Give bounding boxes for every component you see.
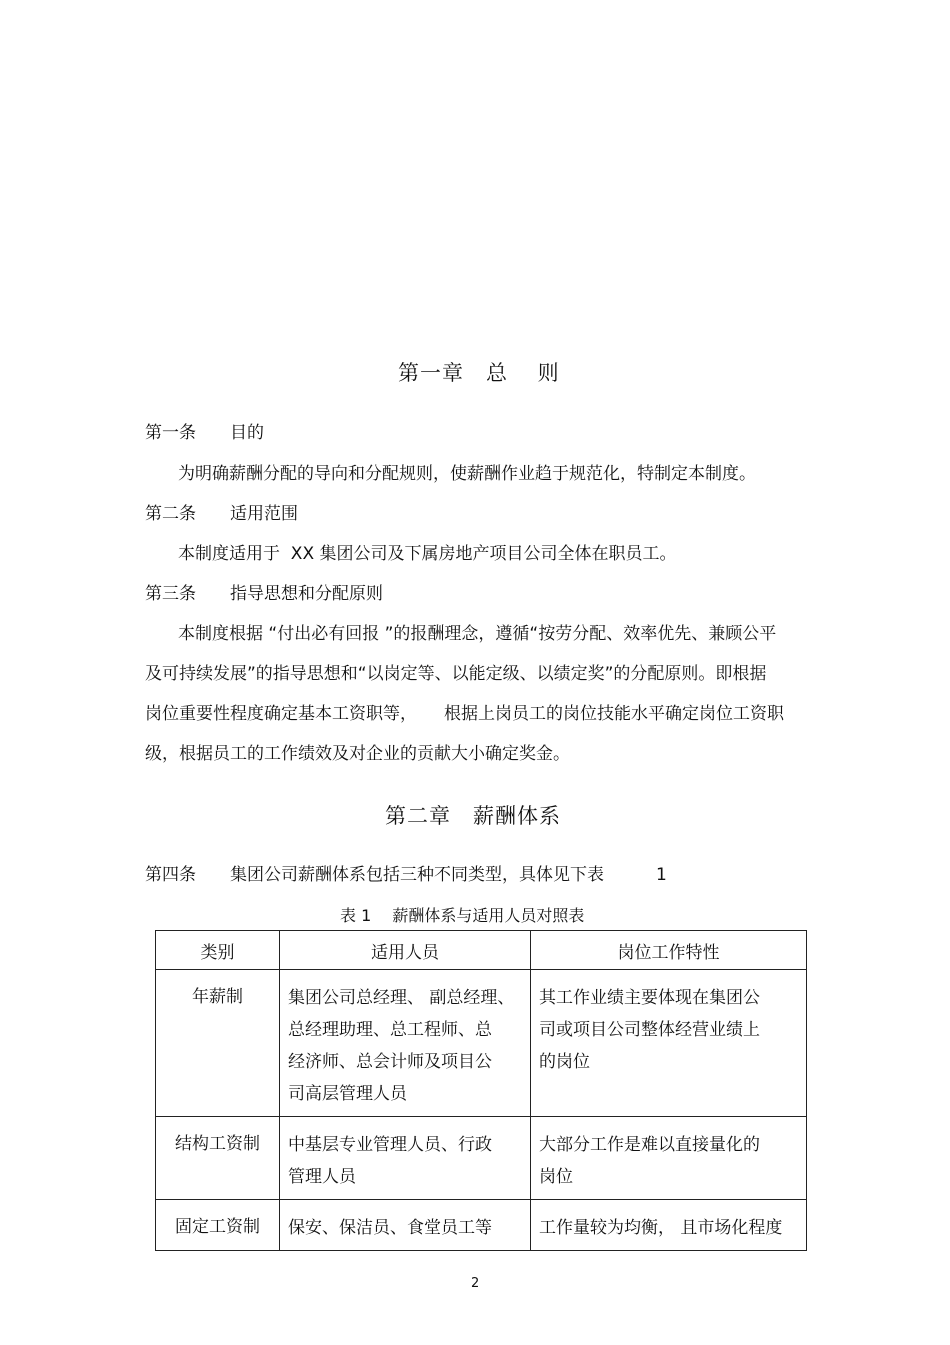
row-category: 年薪制 bbox=[156, 970, 280, 1117]
article-3-title: 指导思想和分配原则 bbox=[230, 584, 383, 604]
row-category: 结构工资制 bbox=[156, 1117, 280, 1200]
row-staff: 集团公司总经理、 副总经理、 总经理助理、总工程师、总 经济师、总会计师及项目公 司高层管理人员 bbox=[280, 970, 531, 1117]
row-trait: 大部分工作是难以直接量化的 岗位 bbox=[531, 1117, 807, 1200]
table-row bbox=[156, 1200, 807, 1251]
article-4-heading: 第四条 bbox=[145, 865, 196, 885]
chapter-1-title: 第一章 总 则 bbox=[398, 361, 560, 385]
table-header-staff: 适用人员 bbox=[280, 931, 531, 970]
table-header-row bbox=[156, 931, 807, 970]
row-trait: 工作量较为均衡， 且市场化程度 bbox=[531, 1200, 807, 1251]
article-3-line: 及可持续发展”的指导思想和“以岗定等、以能定级、以绩定奖”的分配原则。即根据 bbox=[145, 664, 767, 684]
table-row bbox=[156, 970, 807, 1117]
row-trait: 其工作业绩主要体现在集团公 司或项目公司整体经营业绩上 的岗位 bbox=[531, 970, 807, 1117]
page-number: 2 bbox=[471, 1276, 480, 1291]
row-staff: 中基层专业管理人员、行政 管理人员 bbox=[280, 1117, 531, 1200]
compensation-table bbox=[155, 930, 807, 1251]
table-row bbox=[156, 1117, 807, 1200]
article-3-line: 岗位重要性程度确定基本工资职等， 根据上岗员工的岗位技能水平确定岗位工资职 bbox=[145, 704, 785, 724]
article-4-text: 集团公司薪酬体系包括三种不同类型，具体见下表 bbox=[230, 865, 604, 885]
article-3-line: 级，根据员工的工作绩效及对企业的贡献大小确定奖金。 bbox=[145, 744, 570, 764]
article-4-table-ref: 1 bbox=[656, 865, 667, 885]
table-caption: 表 1 薪酬体系与适用人员对照表 bbox=[340, 906, 585, 925]
article-2-heading: 第二条 bbox=[145, 504, 196, 524]
chapter-2-title: 第二章 薪酬体系 bbox=[385, 804, 561, 828]
article-3-line: 本制度根据 “付出必有回报 ”的报酬理念，遵循“按劳分配、效率优先、兼顾公平 bbox=[178, 624, 777, 644]
article-2-text: 本制度适用于 XX 集团公司及下属房地产项目公司全体在职员工。 bbox=[178, 544, 677, 564]
article-1-text: 为明确薪酬分配的导向和分配规则，使薪酬作业趋于规范化，特制定本制度。 bbox=[178, 464, 756, 484]
article-3-heading: 第三条 bbox=[145, 584, 196, 604]
row-category: 固定工资制 bbox=[156, 1200, 280, 1251]
article-1-heading: 第一条 bbox=[145, 423, 196, 443]
table-header-trait: 岗位工作特性 bbox=[531, 931, 807, 970]
article-1-title: 目的 bbox=[230, 423, 264, 443]
article-2-title: 适用范围 bbox=[230, 504, 298, 524]
table-header-category: 类别 bbox=[156, 931, 280, 970]
row-staff: 保安、保洁员、食堂员工等 bbox=[280, 1200, 531, 1251]
